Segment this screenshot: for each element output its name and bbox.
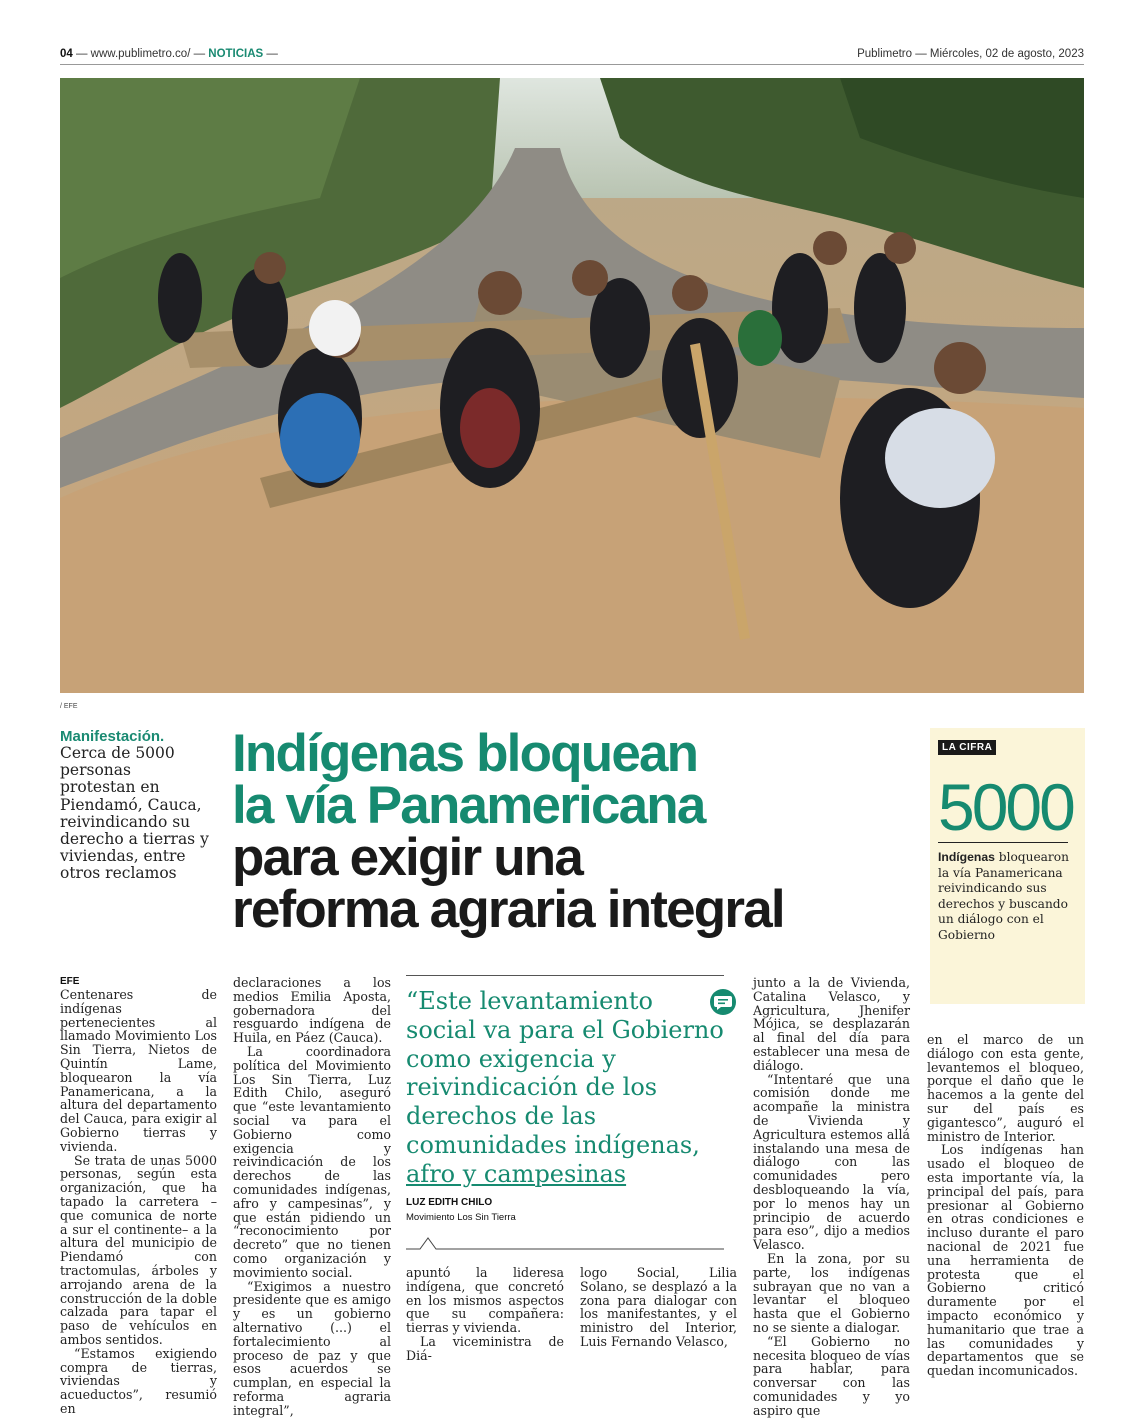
paragraph: junto a la de Vivienda, Catalina Velasco, y Agricultura, Jhenifer Mójica, se desplazarán al final del día para establecer una mesa de diálogo. — [753, 975, 910, 1073]
paragraph: logo Social, Lilia Solano, se desplazó a la zona para dialogar con los manifestantes, y el ministro del Interior, Luis Fernando Velasco, — [580, 1265, 737, 1349]
photo-credit: / EFE — [60, 703, 78, 710]
pull-quote-text: “Este levantamiento social va para el Gobierno como exigencia y reivindicación de los derechos de las comunidades indígenas, — [406, 987, 724, 1159]
headline-line-3: para exigir una — [232, 828, 583, 887]
paragraph: “Intentaré que una comisión donde me acompañe la ministra de Vivienda y Agricultura estemos allá instalando una mesa de diálogo con las comunidades pero desbloqueando la vía, por lo menos hay un principio de acuerdo para eso”, dijo a medios Velasco. — [753, 1071, 910, 1253]
article-byline: EFE — [60, 976, 80, 987]
paragraph: “Estamos exigiendo compra de tierras, viviendas y acueductos”, resumió en — [60, 1345, 217, 1416]
header-site: — www.publimetro.co/ — — [72, 48, 209, 60]
header-dash: — — [263, 48, 278, 60]
quote-author: LUZ EDITH CHILO — [406, 1197, 493, 1208]
paragraph: Centenares de indígenas pertenecientes al llamado Movimiento Los Sin Tierra, Nietos de Quintín Lame, bloquearon la vía Panamericana, a la altura del departamento del Cauca, para exigir al Gobierno tierras y vivienda. — [60, 987, 217, 1154]
la-cifra-number: 5000 — [938, 770, 1073, 844]
kicker — [60, 728, 210, 883]
article-column-4 — [580, 1266, 737, 1349]
article-column-3 — [406, 1266, 564, 1363]
article-column-2 — [233, 976, 391, 1418]
paragraph: declaraciones a los medios Emilia Aposta, gobernadora del resguardo indígena de Huila, en Páez (Cauca). — [233, 975, 391, 1046]
section-label: NOTICIAS — [208, 48, 264, 60]
la-cifra-rest: bloquearon la vía Panamericana reivindicando sus derechos y buscando un diálogo con el Gobierno — [938, 850, 1069, 942]
la-cifra-rule — [938, 842, 1068, 843]
la-cifra-text — [938, 850, 1078, 943]
paragraph: Se trata de unas 5000 personas, según esta organización, que ha tapado la carretera –que comunica de norte a sur el continente– a la altura del municipio de Piendamó con tractomulas, árboles y arrojando arena de la construcción de la doble calzada para tapar el paso de vehículos en ambos sentidos. — [60, 1152, 217, 1347]
headline-line-1: Indígenas bloquean — [232, 724, 698, 783]
paragraph: en el marco de un diálogo con esta gente, levantemos el bloqueo, porque el daño que le hacemos a la gente del sur del país es gigantesco”, auguró el ministro de Interior. — [927, 1032, 1084, 1144]
headline-line-2: la vía Panamericana — [232, 776, 705, 835]
paragraph: Los indígenas han usado el bloqueo de esta importante vía, la principal del país, para presionar al Gobierno en otras condiciones e incluso durante el paro nacional de 2021 fue una herramienta de protesta que el Gobierno criticó duramente por el impacto económico y humanitario que trae a las comunidades y departamentos que se quedan incomunicados. — [927, 1142, 1084, 1379]
article-column-5 — [753, 976, 910, 1418]
quote-author-role: Movimiento Los Sin Tierra — [406, 1212, 516, 1223]
paragraph: La coordinadora política del Movimiento Los Sin Tierra, Luz Edith Chilo, aseguró que “este levantamiento social va para el Gobierno como exigencia y reivindicación de los derechos de las comunidades indígenas, afro y campesinas”, y que están pidiendo un “reconocimiento por decreto” que no tienen como organización y movimiento social. — [233, 1043, 391, 1280]
la-cifra-tag: LA CIFRA — [938, 740, 996, 755]
quote-bottom-rule — [406, 1234, 724, 1252]
paragraph: En la zona, por su parte, los indígenas subrayan que no van a levantar el bloqueo hasta que el Gobierno no se siente a dialogar. — [753, 1250, 910, 1335]
quote-top-rule — [406, 975, 724, 976]
lead-photo — [60, 78, 1084, 693]
paragraph: “Exigimos a nuestro presidente que es amigo y es un gobierno alternativo (...) el fortalecimiento al proceso de paz y que esos acuerdos se cumplan, en especial la reforma agraria integral”, — [233, 1278, 391, 1418]
page-number: 04 — [60, 48, 73, 60]
article-column-1 — [60, 976, 217, 1416]
kicker-body: Cerca de 5000 personas protestan en Piendamó, Cauca, reivindicando su derecho a tierras y viviendas, entre otros reclamos — [60, 744, 209, 883]
article-column-6 — [927, 1033, 1084, 1378]
pull-quote-text-end: afro y campesinas — [406, 1159, 627, 1188]
header-left — [60, 48, 278, 60]
pull-quote — [406, 987, 724, 1189]
header-date: Publimetro — Miércoles, 02 de agosto, 2023 — [857, 48, 1084, 60]
headline — [232, 724, 922, 939]
headline-line-4: reforma agraria integral — [232, 880, 784, 939]
la-cifra-box — [930, 728, 1085, 1004]
kicker-title: Manifestación. — [60, 728, 165, 745]
la-cifra-bold: Indígenas — [938, 850, 995, 864]
paragraph: La viceministra de Diá- — [406, 1333, 564, 1363]
paragraph: “El Gobierno no necesita bloqueo de vías para hablar, para conversar con las comunidades y yo aspiro que — [753, 1333, 910, 1418]
protest-photo-illustration — [60, 78, 1084, 693]
paragraph: apuntó la lideresa indígena, que concretó en los mismos aspectos que su compañera: tierras y vivienda. — [406, 1265, 564, 1336]
page-header — [60, 48, 1084, 65]
